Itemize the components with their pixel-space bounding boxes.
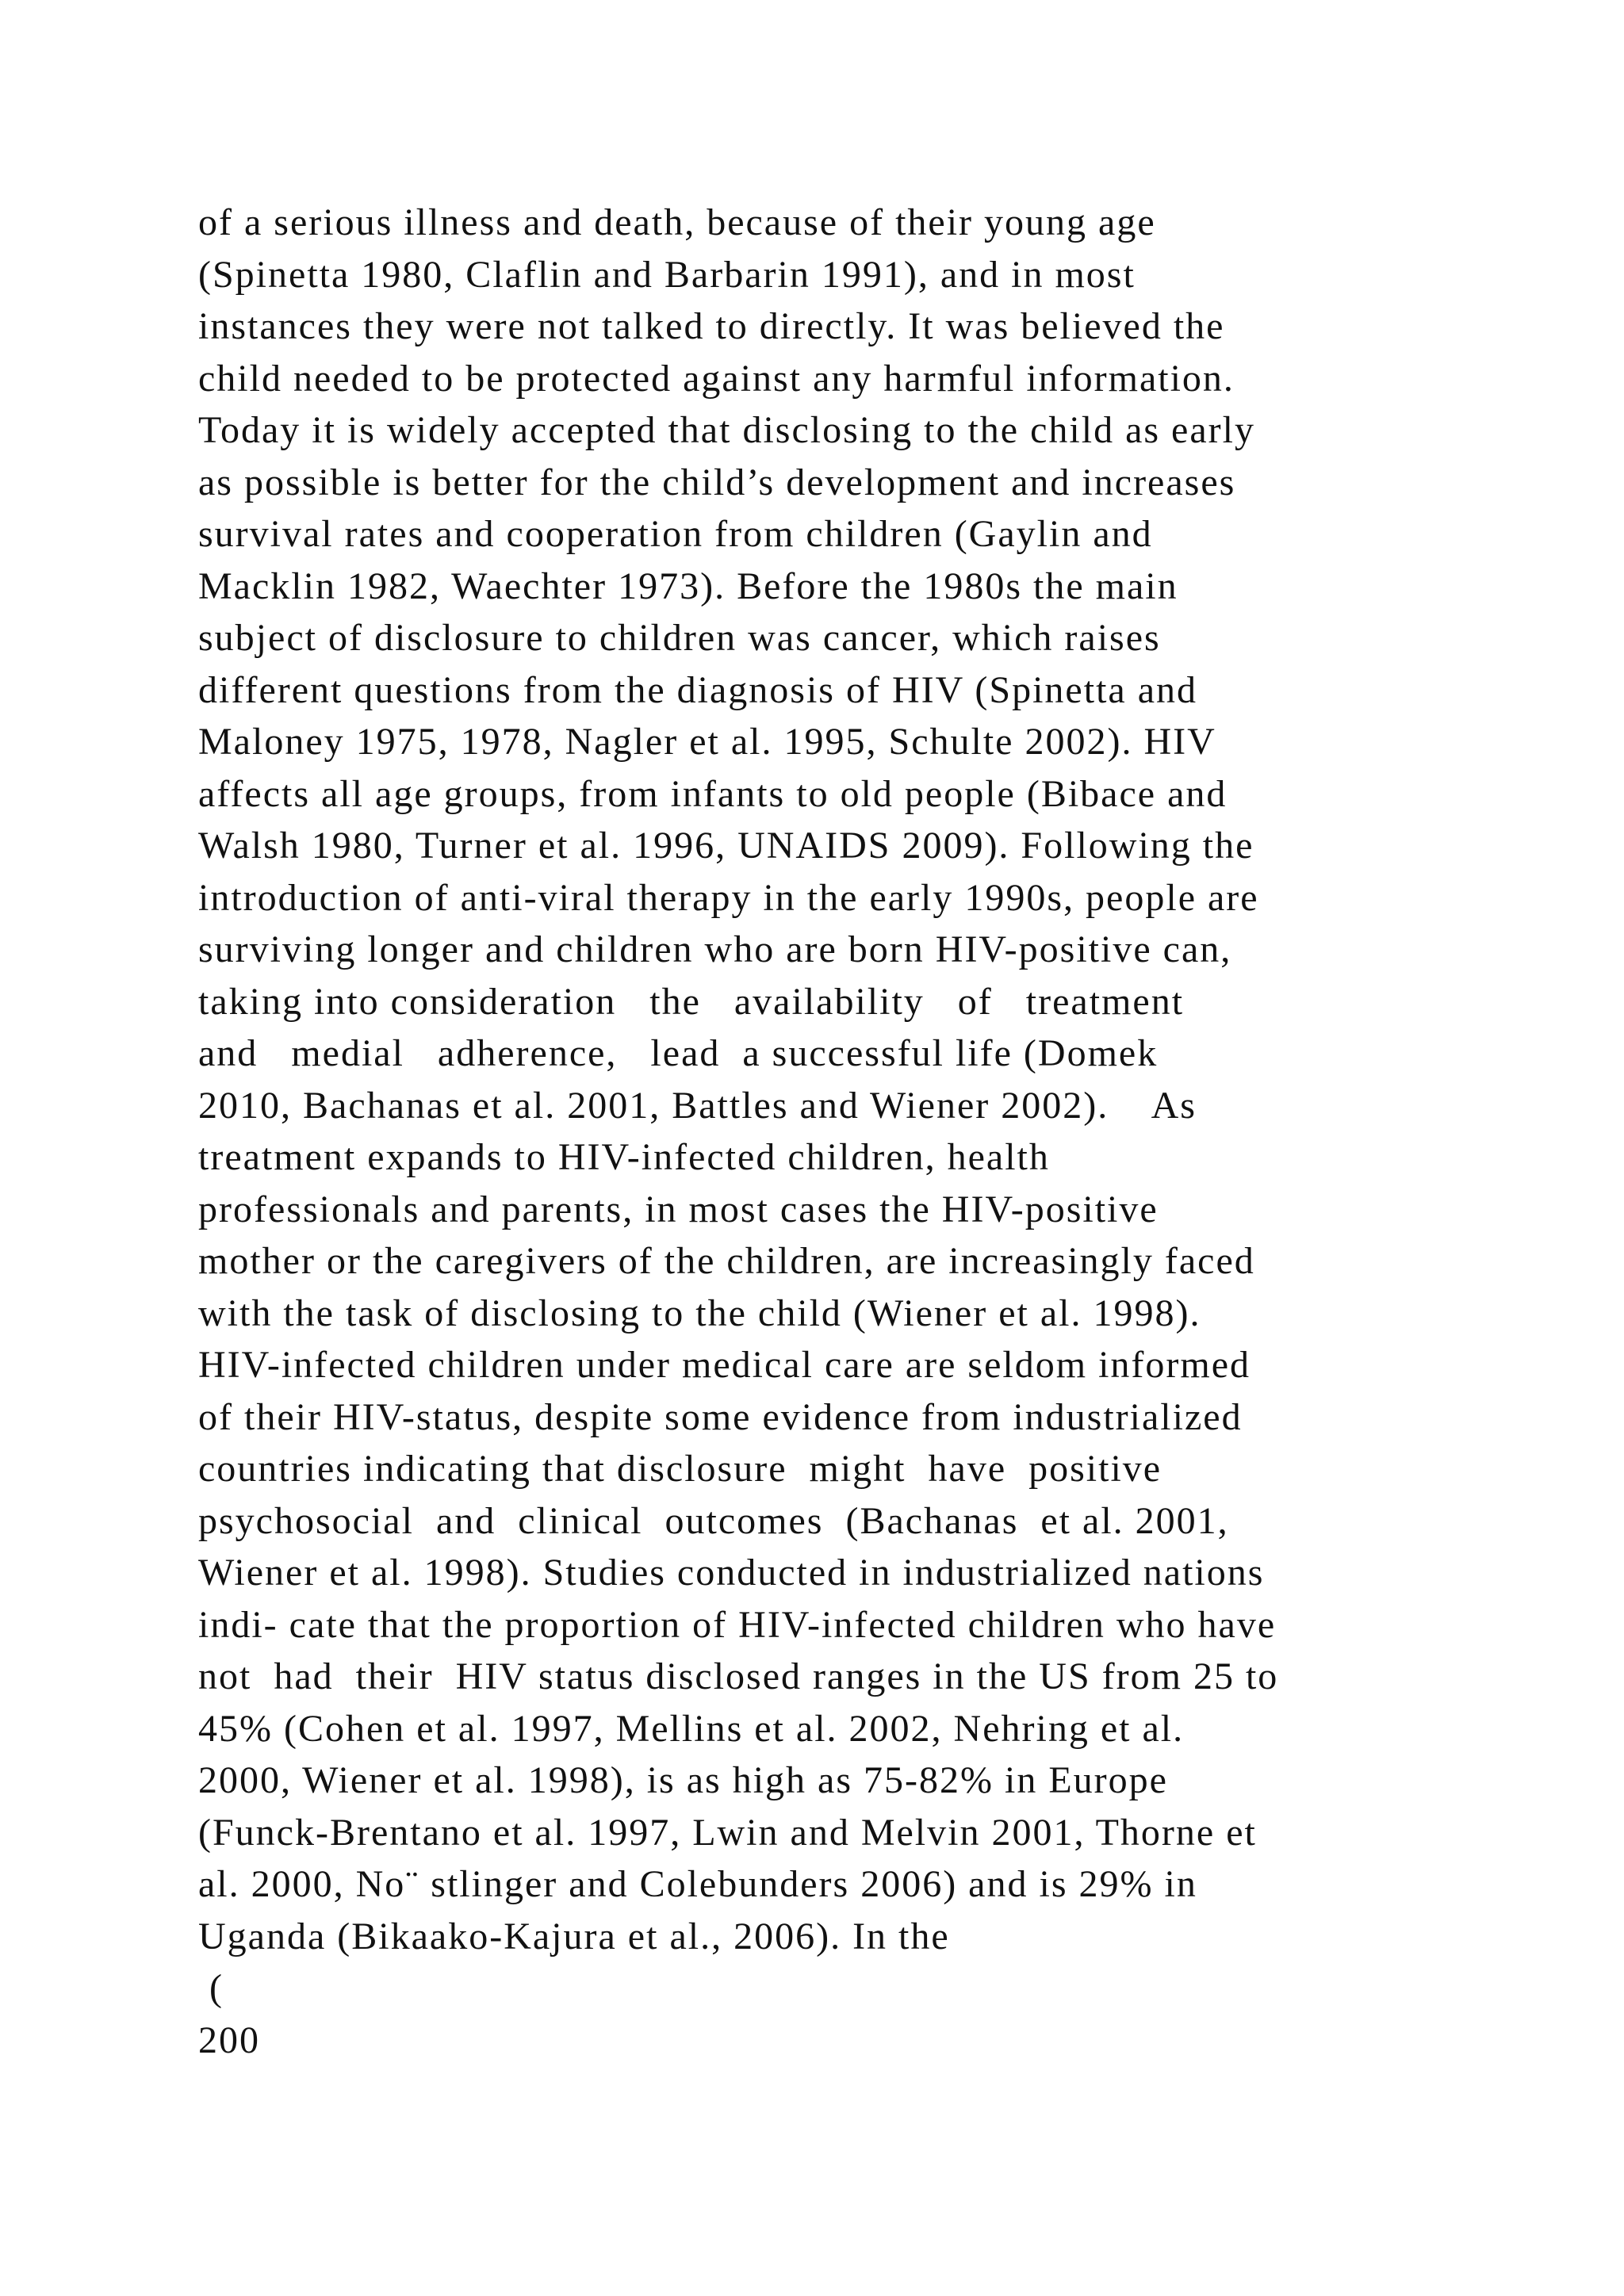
text-line: surviving longer and children who are born HIV-positive can, <box>198 928 1232 970</box>
text-line: and medial adherence, lead a successful life (Domek <box>198 1032 1159 1074</box>
text-line: indi- cate that the proportion of HIV-infected children who have <box>198 1603 1277 1646</box>
text-line: Macklin 1982, Waechter 1973). Before the 1980s the main <box>198 564 1178 607</box>
text-line: 2000, Wiener et al. 1998), is as high as 75-82% in Europe <box>198 1759 1168 1801</box>
text-line: Wiener et al. 1998). Studies conducted in industrialized nations <box>198 1552 1265 1594</box>
text-line: psychosocial and clinical outcomes (Bachanas et al. 2001, <box>198 1499 1229 1542</box>
body-text <box>198 197 1499 2066</box>
text-line: child needed to be protected against any harmful information. <box>198 357 1235 400</box>
text-line: (Funck-Brentano et al. 1997, Lwin and Melvin 2001, Thorne et <box>198 1811 1257 1854</box>
text-line: different questions from the diagnosis of HIV (Spinetta and <box>198 668 1198 711</box>
text-line: Today it is widely accepted that disclosing to the child as early <box>198 409 1255 451</box>
text-line: al. 2000, No¨ stlinger and Colebunders 2006) and is 29% in <box>198 1863 1197 1905</box>
text-line: (Spinetta 1980, Claflin and Barbarin 1991), and in most <box>198 253 1136 296</box>
text-line: mother or the caregivers of the children, are increasingly faced <box>198 1240 1255 1282</box>
text-line: countries indicating that disclosure might have positive <box>198 1448 1162 1490</box>
text-line: survival rates and cooperation from children (Gaylin and <box>198 513 1153 555</box>
text-line: HIV-infected children under medical care are seldom informed <box>198 1344 1251 1386</box>
text-line: 2010, Bachanas et al. 2001, Battles and Wiener 2002). As <box>198 1084 1197 1127</box>
text-line: taking into consideration the availability of treatment <box>198 980 1185 1023</box>
text-line: affects all age groups, from infants to old people (Bibace and <box>198 772 1228 815</box>
text-line: treatment expands to HIV-infected children, health <box>198 1136 1050 1178</box>
text-line: 45% (Cohen et al. 1997, Mellins et al. 2002, Nehring et al. <box>198 1707 1185 1750</box>
text-line: 200 <box>198 2019 260 2061</box>
text-line: as possible is better for the child’s development and increases <box>198 461 1236 503</box>
text-line: introduction of anti-viral therapy in the early 1990s, people are <box>198 876 1259 919</box>
text-line: of a serious illness and death, because of their young age <box>198 201 1156 243</box>
text-line: ( <box>198 1967 224 2009</box>
text-line: instances they were not talked to directly. It was believed the <box>198 305 1225 347</box>
text-line: Uganda (Bikaako-Kajura et al., 2006). In the <box>198 1915 950 1957</box>
text-line: Walsh 1980, Turner et al. 1996, UNAIDS 2009). Following the <box>198 825 1254 867</box>
text-line: Maloney 1975, 1978, Nagler et al. 1995, Schulte 2002). HIV <box>198 721 1216 763</box>
text-line: with the task of disclosing to the child (Wiener et al. 1998). <box>198 1292 1201 1334</box>
text-line: professionals and parents, in most cases the HIV-positive <box>198 1188 1159 1230</box>
text-line: subject of disclosure to children was cancer, which raises <box>198 617 1161 659</box>
text-line: of their HIV-status, despite some evidence from industrialized <box>198 1395 1243 1438</box>
text-line: not had their HIV status disclosed ranges in the US from 25 to <box>198 1655 1279 1697</box>
